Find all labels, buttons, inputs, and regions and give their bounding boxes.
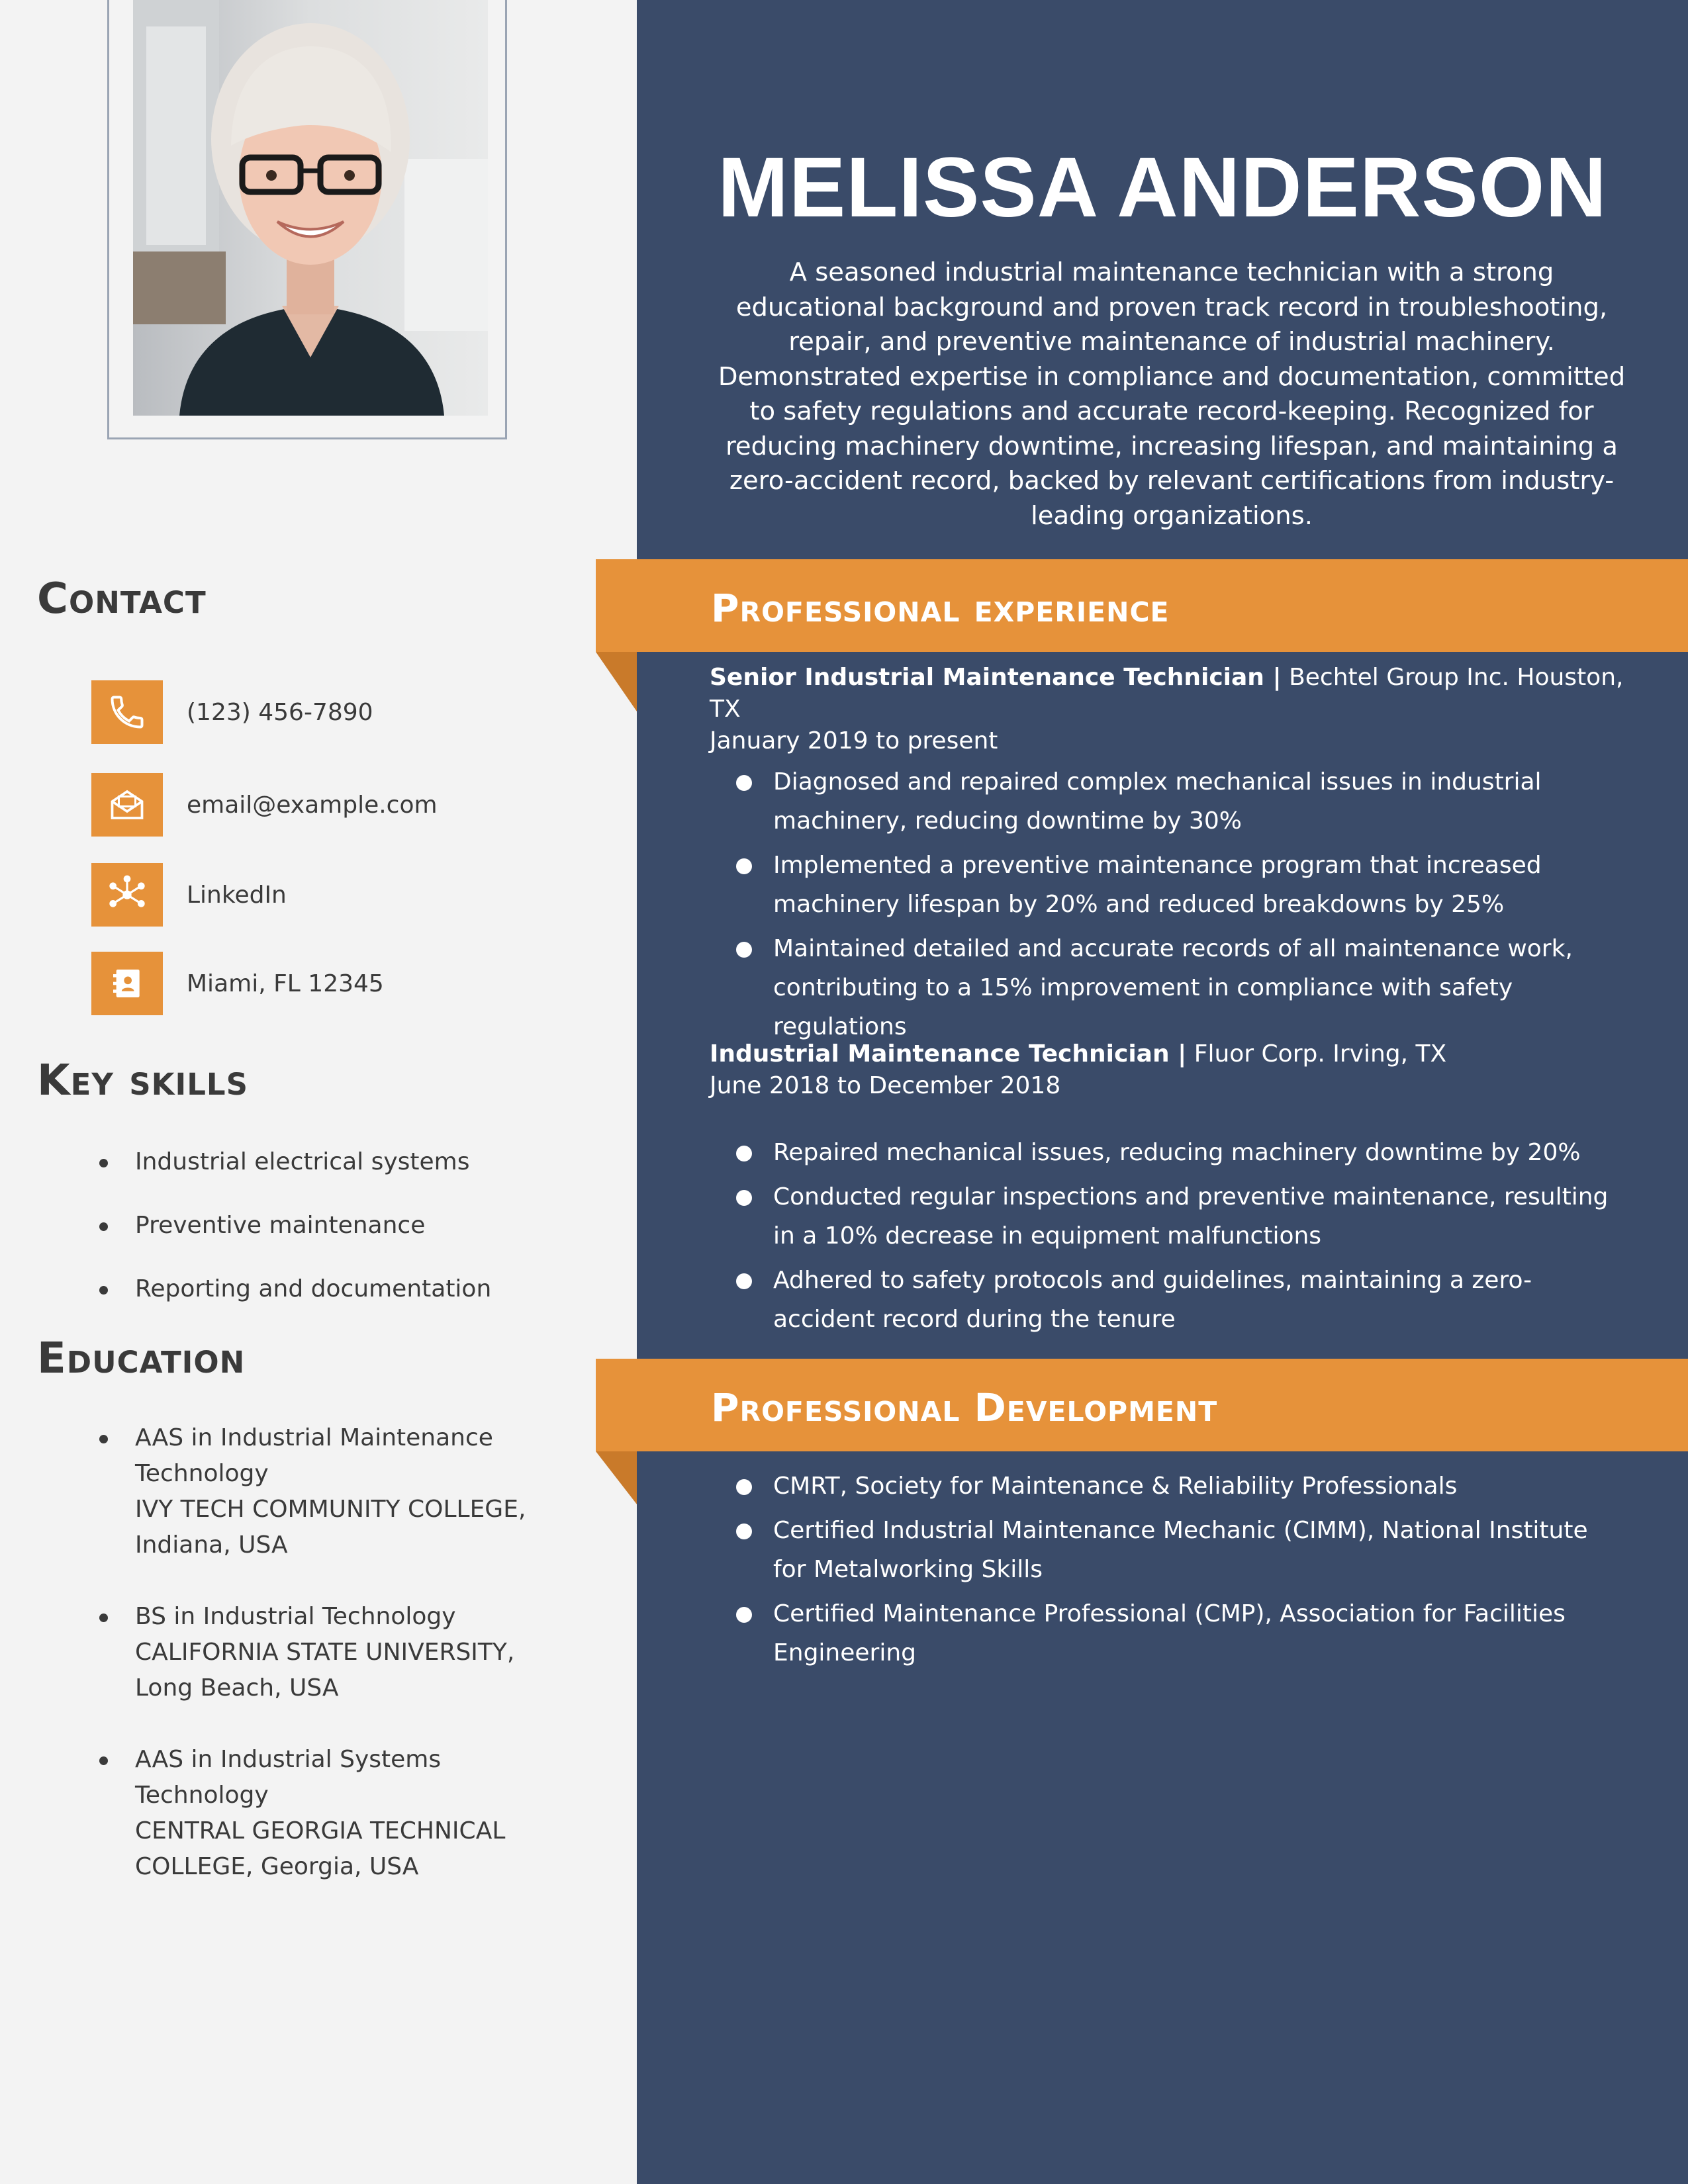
- contact-email: [91, 769, 438, 841]
- address-text: Miami, FL 12345: [187, 970, 384, 997]
- education-list: [99, 1420, 576, 1921]
- experience-banner-fold: [596, 652, 637, 711]
- job-header: [710, 662, 1650, 757]
- skill-item: Reporting and documentation: [99, 1271, 576, 1307]
- address-book-icon: [91, 952, 163, 1015]
- development-banner: [596, 1359, 1688, 1451]
- institution: CENTRAL GEORGIA TECHNICAL COLLEGE, Georgia, USA: [135, 1817, 506, 1880]
- skill-item: Industrial electrical systems: [99, 1144, 576, 1180]
- contact-linkedin: [91, 859, 287, 931]
- degree: AAS in Industrial Systems Technology: [135, 1746, 442, 1809]
- contact-address: [91, 948, 384, 1019]
- job-company: Fluor Corp. Irving, TX: [1194, 1040, 1447, 1068]
- phone-icon: [91, 680, 163, 744]
- contact-heading: Contact: [37, 574, 207, 623]
- education-item: [99, 1420, 576, 1563]
- linkedin-text: LinkedIn: [187, 881, 287, 909]
- development-list: [736, 1467, 1623, 1678]
- job-title: Senior Industrial Maintenance Technician |: [710, 664, 1282, 691]
- institution: IVY TECH COMMUNITY COLLEGE, Indiana, USA: [135, 1496, 526, 1559]
- bullet-item: Implemented a preventive maintenance program that increased machinery lifespan by 20% and reduced breakdowns by 25%: [736, 846, 1623, 924]
- candidate-name: MELISSA ANDERSON: [718, 140, 1607, 235]
- certification-item: CMRT, Society for Maintenance & Reliability Professionals: [736, 1467, 1623, 1506]
- email-text: email@example.com: [187, 791, 438, 819]
- certification-item: Certified Maintenance Professional (CMP), Association for Facilities Engineering: [736, 1594, 1623, 1672]
- contact-phone: [91, 676, 373, 748]
- job-bullets: [736, 1133, 1623, 1344]
- phone-text: (123) 456-7890: [187, 698, 373, 726]
- experience-heading: Professional experience: [711, 586, 1170, 631]
- job-title: Industrial Maintenance Technician |: [710, 1040, 1187, 1068]
- bullet-item: Diagnosed and repaired complex mechanical issues in industrial machinery, reducing downtime by 30%: [736, 762, 1623, 841]
- summary: A seasoned industrial maintenance technician with a strong educational background and proven track record in troubleshooting, repair, and preventive maintenance of industrial machinery. Demonstrated expertise in compliance and documentation, committed to safety regulations and accurate record-keeping. Recognized for reducing machinery downtime, increasing lifespan, and maintaining a zero-accident record, backed by relevant certifications from industry-leading organizations.: [718, 257, 1626, 531]
- photo-frame: [107, 0, 507, 439]
- bullet-item: Repaired mechanical issues, reducing machinery downtime by 20%: [736, 1133, 1623, 1172]
- email-icon: [91, 773, 163, 837]
- job-bullets: [736, 762, 1623, 1052]
- job-dates: January 2019 to present: [710, 727, 998, 754]
- degree: BS in Industrial Technology: [135, 1603, 456, 1630]
- institution: CALIFORNIA STATE UNIVERSITY, Long Beach, USA: [135, 1639, 515, 1702]
- skills-heading: Key skills: [37, 1056, 248, 1105]
- bullet-item: Conducted regular inspections and preventive maintenance, resulting in a 10% decrease in equipment malfunctions: [736, 1177, 1623, 1255]
- certification-item: Certified Industrial Maintenance Mechanic (CIMM), National Institute for Metalworking Skills: [736, 1511, 1623, 1589]
- development-heading: Professional Development: [711, 1385, 1218, 1430]
- bullet-item: Maintained detailed and accurate records of all maintenance work, contributing to a 15% improvement in compliance with safety regulations: [736, 929, 1623, 1046]
- development-banner-fold: [596, 1451, 637, 1504]
- degree: AAS in Industrial Maintenance Technology: [135, 1424, 493, 1487]
- education-heading: Education: [37, 1334, 246, 1383]
- skills-list: [99, 1144, 576, 1335]
- network-icon: [91, 863, 163, 927]
- skill-item: Preventive maintenance: [99, 1208, 576, 1244]
- education-item: [99, 1742, 576, 1885]
- job-company: Bechtel Group Inc. Houston, TX: [710, 664, 1624, 723]
- job-dates: June 2018 to December 2018: [710, 1072, 1061, 1099]
- job-header: [710, 1038, 1650, 1102]
- education-item: [99, 1599, 576, 1706]
- profile-photo: [133, 0, 488, 416]
- experience-banner: [596, 559, 1688, 652]
- bullet-item: Adhered to safety protocols and guidelines, maintaining a zero-accident record during the tenure: [736, 1261, 1623, 1339]
